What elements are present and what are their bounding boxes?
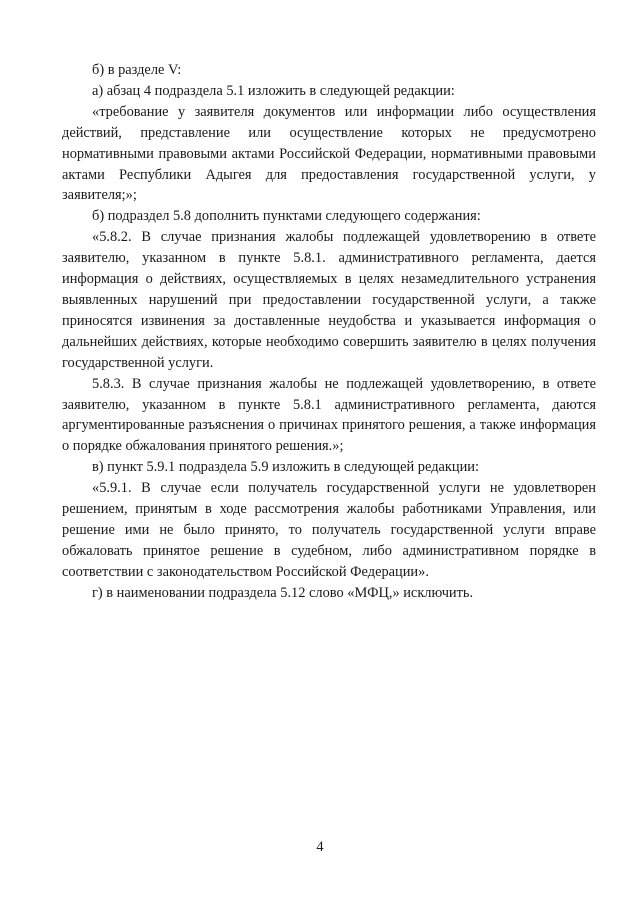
paragraph-item-v: в) пункт 5.9.1 подраздела 5.9 изложить в следующей редакции:	[92, 459, 480, 476]
paragraph-item-b: б) подраздел 5.8 дополнить пунктами следующего содержания:	[92, 208, 481, 225]
paragraph-item-a: а) абзац 4 подраздела 5.1 изложить в следующей редакции:	[92, 82, 455, 99]
paragraph-5-8-3: 5.8.3. В случае признания жалобы не подлежащей удовлетворению, в ответе заявителю, указанном в пункте 5.8.1 административного регламента, даются аргументированные разъяснения о причинах принятого решения, а также информация о порядке обжалования принятого решения.»;	[62, 375, 596, 455]
paragraph-section-v: б) в разделе V:	[92, 62, 182, 78]
document-body	[62, 60, 596, 604]
page-number: 4	[316, 839, 324, 855]
paragraph-5-8-2: «5.8.2. В случае признания жалобы подлежащей удовлетворению в ответе заявителю, указанном в пункте 5.8.1. административного регламента, дается информация о действиях, осуществляемых в целях незамедлительного устранения выявленных нарушений при предоставлении государственной услуги, а также приносятся извинения за доставленные неудобства и указывается информация о дальнейших действиях, которые необходимо совершить заявителю в целях получения государственной услуги.	[62, 229, 596, 371]
paragraph-quote-requirement: «требование у заявителя документов или информации либо осуществления действий, представление или осуществление которых не предусмотрено нормативными правовыми актами Российской Федерации, нормативными правовыми актами Республики Адыгея для предоставления государственной услуги, у заявителя;»;	[62, 103, 596, 204]
paragraph-5-9-1: «5.9.1. В случае если получатель государственной услуги не удовлетворен решением, принятым в ходе рассмотрения жалобы работниками Управления, или решение ими не было принято, то получатель государственной услуги вправе обжаловать принятое решение в судебном, либо административном порядке в соответствии с законодательством Российской Федерации».	[62, 480, 596, 580]
paragraph-item-g: г) в наименовании подраздела 5.12 слово «МФЦ,» исключить.	[92, 584, 474, 601]
